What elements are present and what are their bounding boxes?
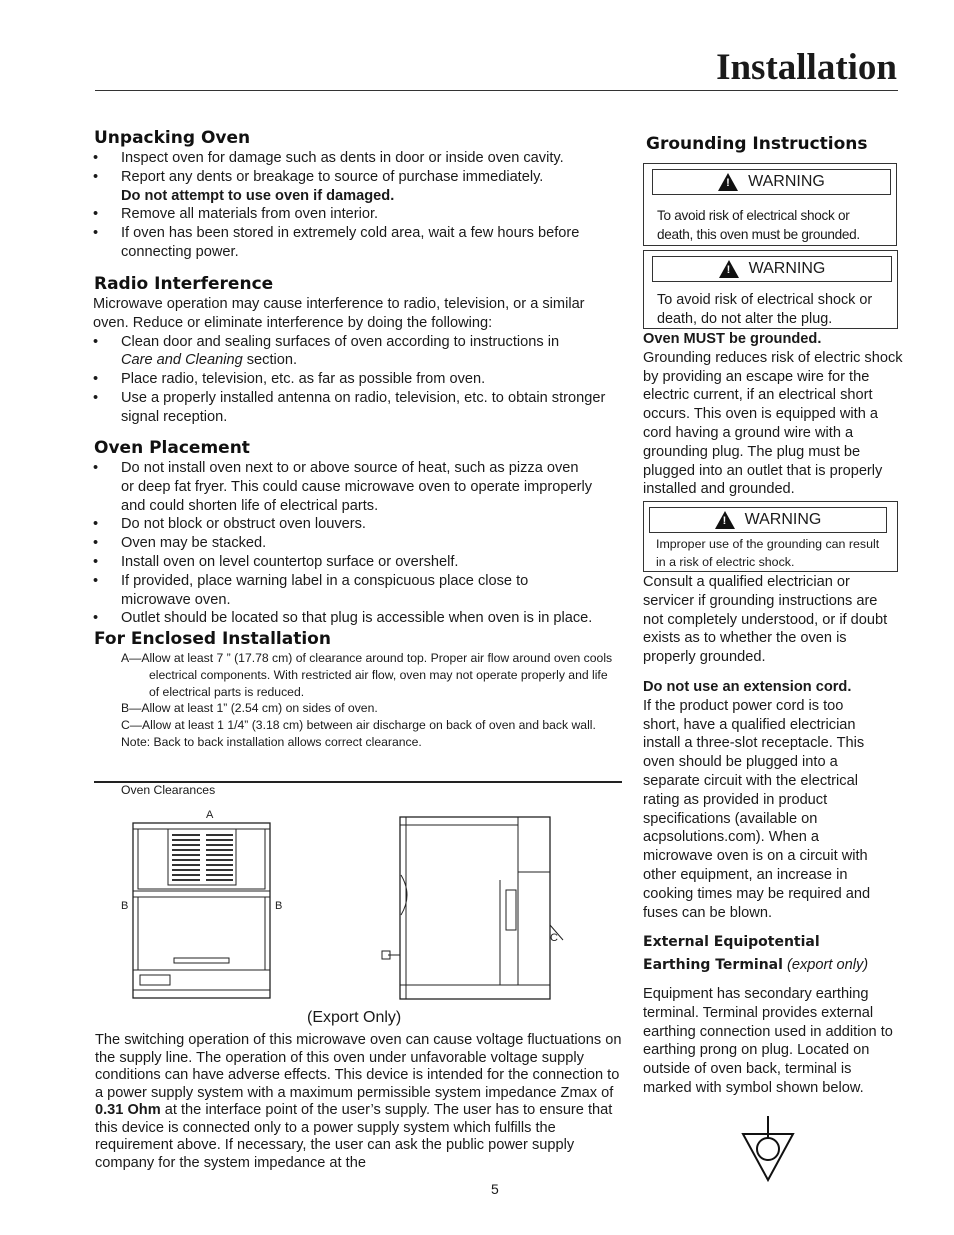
list-item: • Remove all materials from oven interior. <box>93 205 623 224</box>
warning-icon: ! <box>715 511 735 529</box>
must-heading: Oven MUST be grounded. <box>643 331 822 347</box>
warning-text-2: To avoid risk of electrical shock or death, do not alter the plug. <box>657 292 873 327</box>
equipotential-icon <box>738 1114 798 1184</box>
warning-box-2 <box>643 250 898 329</box>
unpacking-heading: Unpacking Oven <box>94 128 251 148</box>
earthing-text: Equipment has secondary earthing terminal. Terminal provides external earthing connection used in addition to earthing prong on plug. Located on outside of oven back, terminal is marked with symbol shown below. <box>643 986 893 1096</box>
export-heading: (Export Only) <box>307 1009 402 1026</box>
warning-icon: ! <box>719 260 739 278</box>
warning-icon: ! <box>718 173 738 191</box>
oven-front-view <box>133 823 270 998</box>
page-title: Installation <box>716 47 897 88</box>
list-item: • Inspect oven for damage such as dents in door or inside oven cavity. <box>93 149 623 168</box>
unpacking-list <box>93 149 623 262</box>
extension-text: If the product power cord is too short, have a qualified electrician install a three-slot receptacle. This oven should be plugged into a separate circuit with the electrical rating as provided in product specifications (available on acpsolutions.com). When a microwave oven is on a circuit with other equipment, an increase in cooking times may be required and fuses can be blown. <box>643 697 871 921</box>
enclosed-list <box>121 650 618 751</box>
extension-section <box>643 678 881 922</box>
list-item: • Clean door and sealing surfaces of oven according to instructions in Care and Cleaning section. <box>93 333 623 371</box>
label-b-right: B <box>275 900 283 912</box>
list-item: • Outlet should be located so that plug is accessible when oven is in place. <box>93 609 623 628</box>
header-rule <box>95 90 898 91</box>
oven-side-view <box>382 817 563 999</box>
clearance-a: A—Allow at least 7 ” (17.78 cm) of clearance around top. Proper air flow around oven cools electrical components. With restricted air flow, oven may not operate properly and life of electrical parts is reduced. <box>121 651 613 699</box>
placement-list <box>93 459 623 628</box>
page-number: 5 <box>491 1181 499 1197</box>
warning-text-3: Improper use of the grounding can result in a risk of electric shock. <box>656 537 880 569</box>
warning-box-1 <box>643 163 897 246</box>
warning-text-1: To avoid risk of electrical shock or death, this oven must be grounded. <box>657 208 860 242</box>
list-item: • Do not install oven next to or above source of heat, such as pizza oven or deep fat fryer. This could cause microwave oven to operate improperly and could shorten life of electrical parts. <box>93 459 623 515</box>
clearance-c: C—Allow at least 1 1/4” (3.18 cm) between air discharge on back of oven and back wall. <box>121 718 596 733</box>
list-item: • Do not block or obstruct oven louvers. <box>93 515 623 534</box>
list-item: • Place radio, television, etc. as far as possible from oven. <box>93 370 623 389</box>
warning-header: ! WARNING <box>649 507 887 533</box>
earthing-heading: External Equipotential Earthing Terminal (export only) <box>643 934 869 973</box>
radio-heading: Radio Interference <box>94 274 274 294</box>
warning-header: ! WARNING <box>652 256 892 282</box>
oven-clearance-diagram <box>118 805 568 1005</box>
label-c: C <box>550 932 558 944</box>
consult-text: Consult a qualified electrician or servicer if grounding instructions are not completely understood, or if doubt exists as to whether the oven is properly grounded. <box>643 574 888 666</box>
must-be-grounded-section <box>643 330 903 499</box>
list-item: • Report any dents or breakage to source of purchase immediately. Do not attempt to use oven if damaged. <box>93 168 623 206</box>
list-item: • If oven has been stored in extremely cold area, wait a few hours before connecting power. <box>93 224 623 262</box>
list-item: • Install oven on level countertop surface or overshelf. <box>93 553 623 572</box>
list-item: • Use a properly installed antenna on radio, television, etc. to obtain stronger signal reception. <box>93 389 623 427</box>
warning-box-3 <box>643 501 898 572</box>
list-item: • If provided, place warning label in a conspicuous place close to microwave oven. <box>93 572 623 610</box>
enclosed-heading: For Enclosed Installation <box>94 629 331 649</box>
clearance-b: B—Allow at least 1” (2.54 cm) on sides of oven. <box>121 701 378 716</box>
extension-heading: Do not use an extension cord. <box>643 679 852 695</box>
export-text: The switching operation of this microwave oven can cause voltage fluctuations on the supply line. The operation of this oven under unfavorable voltage supply conditions can have adverse effects. This device is intended for the connection to a power supply system with a maximum permissible system impedance Zmax of 0.31 Ohm at the interface point of the user’s supply. The user has to ensure that this device is connected only to a power supply system which fulfills the requirement above. If necessary, the user can ask the public power supply company for the system impedance at the <box>95 1032 622 1171</box>
list-item: • Oven may be stacked. <box>93 534 623 553</box>
radio-intro: Microwave operation may cause interference to radio, television, or a similar oven. Reduce or eliminate interference by doing the following: <box>93 296 585 331</box>
warning-header: ! WARNING <box>652 169 891 195</box>
must-text: Grounding reduces risk of electric shock by providing an escape wire for the electric current, if an electrical short occurs. This oven is equipped with a cord having a ground wire with a grounding plug. The plug must be plugged into an outlet that is properly installed and grounded. <box>643 349 903 498</box>
figure-caption: Oven Clearances <box>121 783 216 797</box>
label-b-left: B <box>121 900 129 912</box>
label-a: A <box>206 809 214 821</box>
grounding-heading: Grounding Instructions <box>646 134 868 154</box>
clearance-note: Note: Back to back installation allows correct clearance. <box>121 734 422 749</box>
placement-heading: Oven Placement <box>94 438 250 458</box>
damage-note: Do not attempt to use oven if damaged. <box>121 187 395 204</box>
radio-section <box>93 295 623 427</box>
